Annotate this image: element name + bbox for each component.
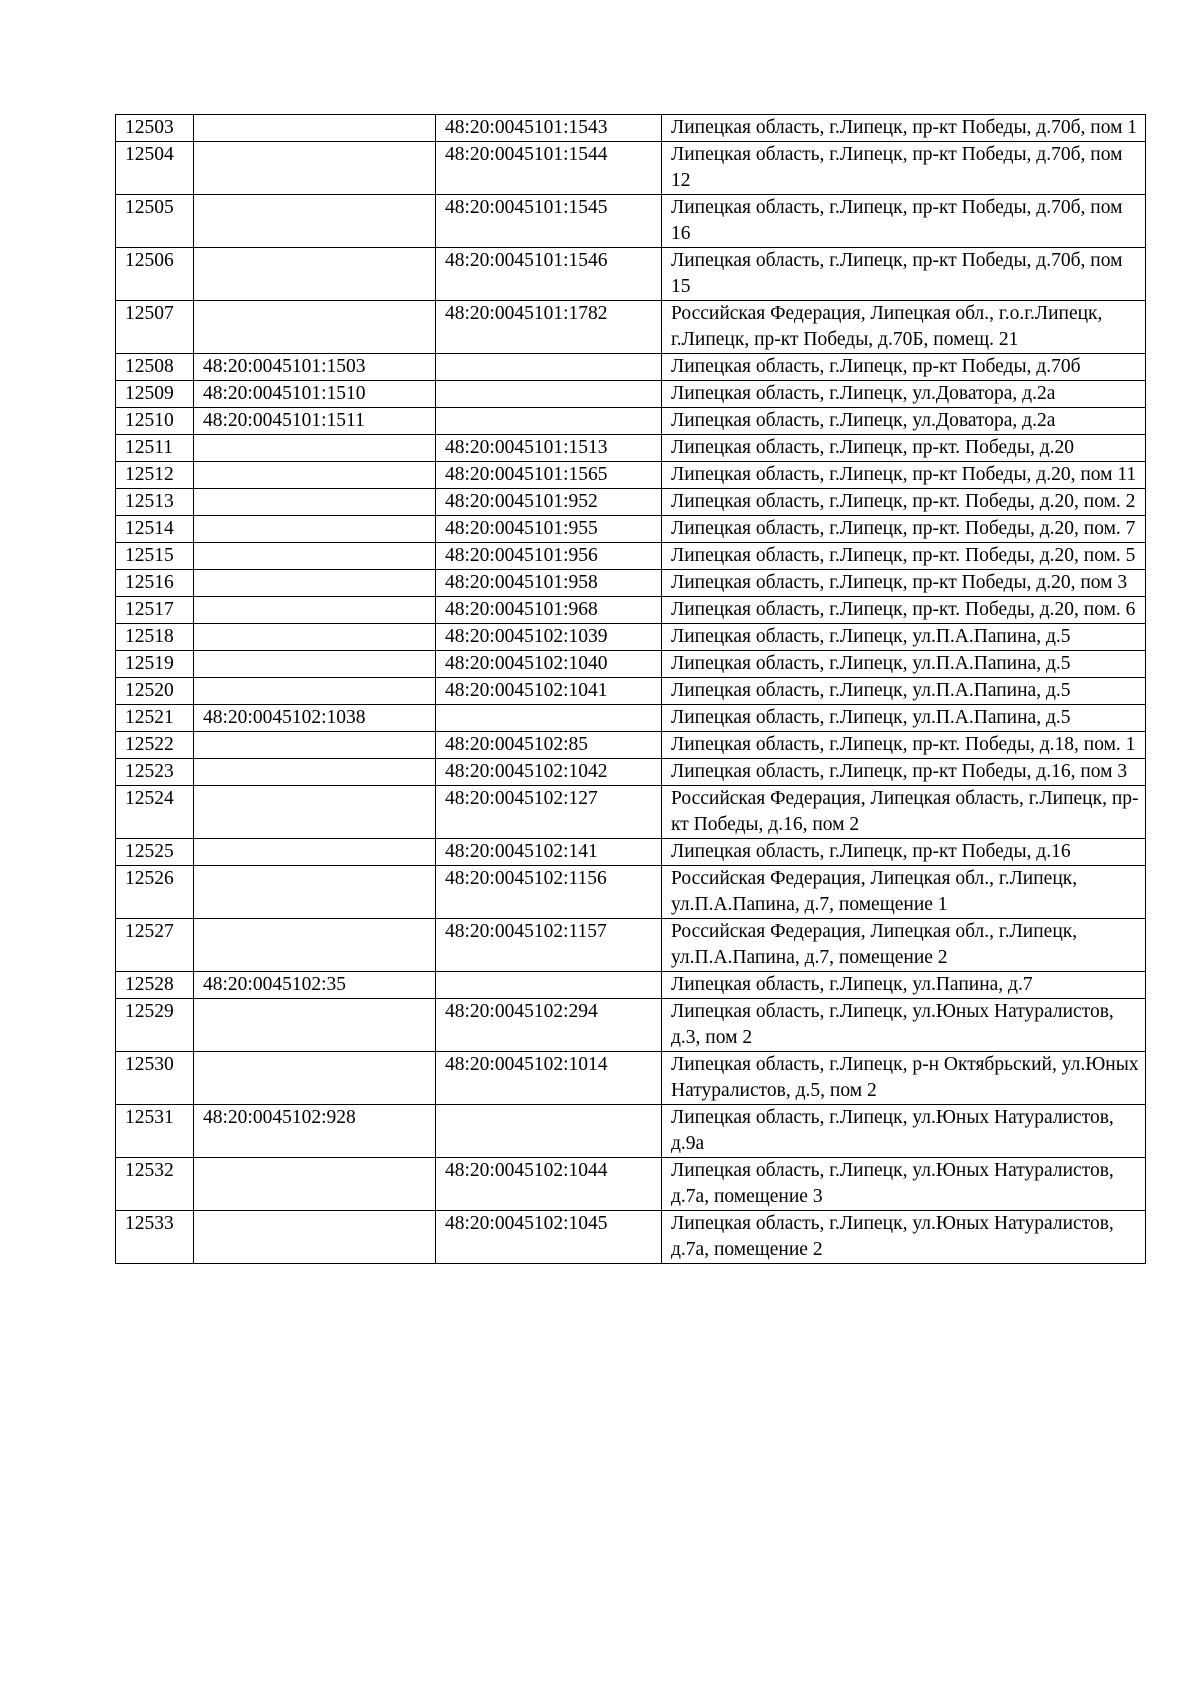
row-number-cell: 12527: [116, 919, 194, 972]
row-number-cell: 12510: [116, 408, 194, 435]
land-cadastral-number-cell: [194, 195, 436, 248]
object-cadastral-number-cell: [436, 705, 662, 732]
land-cadastral-number-cell: [194, 678, 436, 705]
object-cadastral-number-cell: 48:20:0045101:956: [436, 543, 662, 570]
address-cell: Липецкая область, г.Липецк, пр-кт Победы, д.70б, пом 16: [662, 195, 1146, 248]
address-cell: Российская Федерация, Липецкая обл., г.о.г.Липецк, г.Липецк, пр-кт Победы, д.70Б, помещ. 21: [662, 301, 1146, 354]
row-number-cell: 12520: [116, 678, 194, 705]
object-cadastral-number-cell: [436, 972, 662, 999]
table-row: [116, 462, 1146, 489]
land-cadastral-number-cell: [194, 732, 436, 759]
row-number-cell: 12516: [116, 570, 194, 597]
address-cell: Липецкая область, г.Липецк, пр-кт Победы, д.20, пом 11: [662, 462, 1146, 489]
row-number-cell: 12533: [116, 1211, 194, 1264]
object-cadastral-number-cell: 48:20:0045102:1041: [436, 678, 662, 705]
row-number-cell: 12525: [116, 839, 194, 866]
table-row: [116, 381, 1146, 408]
object-cadastral-number-cell: 48:20:0045102:1014: [436, 1052, 662, 1105]
object-cadastral-number-cell: 48:20:0045102:127: [436, 786, 662, 839]
address-cell: Липецкая область, г.Липецк, ул.П.А.Папина, д.5: [662, 651, 1146, 678]
land-cadastral-number-cell: [194, 651, 436, 678]
object-cadastral-number-cell: 48:20:0045101:955: [436, 516, 662, 543]
address-cell: Липецкая область, г.Липецк, р-н Октябрьский, ул.Юных Натуралистов, д.5, пом 2: [662, 1052, 1146, 1105]
address-cell: Липецкая область, г.Липецк, ул.Доватора, д.2а: [662, 408, 1146, 435]
object-cadastral-number-cell: 48:20:0045101:1782: [436, 301, 662, 354]
table-row: [116, 115, 1146, 142]
row-number-cell: 12522: [116, 732, 194, 759]
land-cadastral-number-cell: [194, 866, 436, 919]
row-number-cell: 12524: [116, 786, 194, 839]
address-cell: Липецкая область, г.Липецк, пр-кт Победы, д.70б, пом 12: [662, 142, 1146, 195]
object-cadastral-number-cell: [436, 381, 662, 408]
row-number-cell: 12531: [116, 1105, 194, 1158]
address-cell: Липецкая область, г.Липецк, ул.Юных Натуралистов, д.9а: [662, 1105, 1146, 1158]
table-row: [116, 919, 1146, 972]
address-cell: Липецкая область, г.Липецк, пр-кт. Победы, д.20, пом. 2: [662, 489, 1146, 516]
table-row: [116, 570, 1146, 597]
row-number-cell: 12515: [116, 543, 194, 570]
object-cadastral-number-cell: 48:20:0045102:1039: [436, 624, 662, 651]
object-cadastral-number-cell: 48:20:0045102:1042: [436, 759, 662, 786]
object-cadastral-number-cell: 48:20:0045101:1513: [436, 435, 662, 462]
land-cadastral-number-cell: [194, 543, 436, 570]
address-cell: Липецкая область, г.Липецк, пр-кт Победы, д.16, пом 3: [662, 759, 1146, 786]
table-row: [116, 516, 1146, 543]
row-number-cell: 12503: [116, 115, 194, 142]
table-row: [116, 408, 1146, 435]
address-cell: Российская Федерация, Липецкая область, г.Липецк, пр-кт Победы, д.16, пом 2: [662, 786, 1146, 839]
table-row: [116, 866, 1146, 919]
object-cadastral-number-cell: 48:20:0045102:294: [436, 999, 662, 1052]
object-cadastral-number-cell: 48:20:0045101:958: [436, 570, 662, 597]
address-cell: Липецкая область, г.Липецк, ул.П.А.Папина, д.5: [662, 624, 1146, 651]
table-row: [116, 354, 1146, 381]
object-cadastral-number-cell: 48:20:0045102:1044: [436, 1158, 662, 1211]
land-cadastral-number-cell: [194, 1052, 436, 1105]
land-cadastral-number-cell: [194, 435, 436, 462]
row-number-cell: 12509: [116, 381, 194, 408]
table-row: [116, 435, 1146, 462]
address-cell: Липецкая область, г.Липецк, пр-кт. Победы, д.18, пом. 1: [662, 732, 1146, 759]
address-cell: Липецкая область, г.Липецк, пр-кт. Победы, д.20: [662, 435, 1146, 462]
table-row: [116, 651, 1146, 678]
row-number-cell: 12532: [116, 1158, 194, 1211]
address-cell: Липецкая область, г.Липецк, пр-кт. Победы, д.20, пом. 5: [662, 543, 1146, 570]
row-number-cell: 12506: [116, 248, 194, 301]
land-cadastral-number-cell: 48:20:0045101:1510: [194, 381, 436, 408]
object-cadastral-number-cell: 48:20:0045101:968: [436, 597, 662, 624]
address-cell: Липецкая область, г.Липецк, ул.Юных Натуралистов, д.7а, помещение 3: [662, 1158, 1146, 1211]
land-cadastral-number-cell: [194, 248, 436, 301]
table-row: [116, 1105, 1146, 1158]
row-number-cell: 12530: [116, 1052, 194, 1105]
object-cadastral-number-cell: [436, 408, 662, 435]
land-cadastral-number-cell: [194, 999, 436, 1052]
land-cadastral-number-cell: 48:20:0045101:1511: [194, 408, 436, 435]
land-cadastral-number-cell: [194, 624, 436, 651]
object-cadastral-number-cell: 48:20:0045101:1544: [436, 142, 662, 195]
table-row: [116, 624, 1146, 651]
table-row: [116, 543, 1146, 570]
table-row: [116, 999, 1146, 1052]
land-cadastral-number-cell: [194, 301, 436, 354]
table-row: [116, 678, 1146, 705]
land-cadastral-number-cell: [194, 462, 436, 489]
row-number-cell: 12528: [116, 972, 194, 999]
address-cell: Липецкая область, г.Липецк, ул.П.А.Папина, д.5: [662, 678, 1146, 705]
address-cell: Российская Федерация, Липецкая обл., г.Липецк, ул.П.А.Папина, д.7, помещение 2: [662, 919, 1146, 972]
row-number-cell: 12504: [116, 142, 194, 195]
object-cadastral-number-cell: [436, 1105, 662, 1158]
object-cadastral-number-cell: 48:20:0045102:1045: [436, 1211, 662, 1264]
object-cadastral-number-cell: 48:20:0045102:141: [436, 839, 662, 866]
table-row: [116, 786, 1146, 839]
land-cadastral-number-cell: [194, 839, 436, 866]
land-cadastral-number-cell: 48:20:0045102:35: [194, 972, 436, 999]
registry-table: [115, 114, 1146, 1264]
land-cadastral-number-cell: [194, 489, 436, 516]
address-cell: Липецкая область, г.Липецк, пр-кт Победы, д.20, пом 3: [662, 570, 1146, 597]
object-cadastral-number-cell: 48:20:0045101:1546: [436, 248, 662, 301]
object-cadastral-number-cell: 48:20:0045102:1157: [436, 919, 662, 972]
row-number-cell: 12511: [116, 435, 194, 462]
land-cadastral-number-cell: [194, 919, 436, 972]
table-row: [116, 839, 1146, 866]
table-row: [116, 972, 1146, 999]
land-cadastral-number-cell: [194, 786, 436, 839]
object-cadastral-number-cell: 48:20:0045102:1156: [436, 866, 662, 919]
land-cadastral-number-cell: 48:20:0045102:928: [194, 1105, 436, 1158]
row-number-cell: 12512: [116, 462, 194, 489]
land-cadastral-number-cell: 48:20:0045101:1503: [194, 354, 436, 381]
table-row: [116, 301, 1146, 354]
land-cadastral-number-cell: 48:20:0045102:1038: [194, 705, 436, 732]
row-number-cell: 12517: [116, 597, 194, 624]
object-cadastral-number-cell: 48:20:0045101:1545: [436, 195, 662, 248]
land-cadastral-number-cell: [194, 115, 436, 142]
land-cadastral-number-cell: [194, 1211, 436, 1264]
land-cadastral-number-cell: [194, 570, 436, 597]
address-cell: Липецкая область, г.Липецк, ул.Доватора, д.2а: [662, 381, 1146, 408]
row-number-cell: 12519: [116, 651, 194, 678]
table-row: [116, 597, 1146, 624]
land-cadastral-number-cell: [194, 516, 436, 543]
object-cadastral-number-cell: 48:20:0045102:85: [436, 732, 662, 759]
land-cadastral-number-cell: [194, 597, 436, 624]
table-row: [116, 1158, 1146, 1211]
row-number-cell: 12507: [116, 301, 194, 354]
row-number-cell: 12518: [116, 624, 194, 651]
address-cell: Липецкая область, г.Липецк, пр-кт Победы, д.70б, пом 1: [662, 115, 1146, 142]
object-cadastral-number-cell: 48:20:0045102:1040: [436, 651, 662, 678]
address-cell: Липецкая область, г.Липецк, пр-кт. Победы, д.20, пом. 7: [662, 516, 1146, 543]
object-cadastral-number-cell: 48:20:0045101:952: [436, 489, 662, 516]
land-cadastral-number-cell: [194, 142, 436, 195]
row-number-cell: 12505: [116, 195, 194, 248]
table-row: [116, 705, 1146, 732]
registry-table-body: [116, 115, 1146, 1264]
table-row: [116, 489, 1146, 516]
object-cadastral-number-cell: [436, 354, 662, 381]
row-number-cell: 12513: [116, 489, 194, 516]
address-cell: Липецкая область, г.Липецк, ул.П.А.Папина, д.5: [662, 705, 1146, 732]
row-number-cell: 12529: [116, 999, 194, 1052]
address-cell: Липецкая область, г.Липецк, пр-кт. Победы, д.20, пом. 6: [662, 597, 1146, 624]
table-row: [116, 195, 1146, 248]
address-cell: Липецкая область, г.Липецк, ул.Папина, д.7: [662, 972, 1146, 999]
row-number-cell: 12523: [116, 759, 194, 786]
row-number-cell: 12514: [116, 516, 194, 543]
row-number-cell: 12521: [116, 705, 194, 732]
address-cell: Липецкая область, г.Липецк, ул.Юных Натуралистов, д.7а, помещение 2: [662, 1211, 1146, 1264]
land-cadastral-number-cell: [194, 759, 436, 786]
address-cell: Липецкая область, г.Липецк, ул.Юных Натуралистов, д.3, пом 2: [662, 999, 1146, 1052]
table-row: [116, 732, 1146, 759]
address-cell: Российская Федерация, Липецкая обл., г.Липецк, ул.П.А.Папина, д.7, помещение 1: [662, 866, 1146, 919]
object-cadastral-number-cell: 48:20:0045101:1543: [436, 115, 662, 142]
object-cadastral-number-cell: 48:20:0045101:1565: [436, 462, 662, 489]
row-number-cell: 12526: [116, 866, 194, 919]
address-cell: Липецкая область, г.Липецк, пр-кт Победы, д.70б, пом 15: [662, 248, 1146, 301]
row-number-cell: 12508: [116, 354, 194, 381]
table-row: [116, 248, 1146, 301]
land-cadastral-number-cell: [194, 1158, 436, 1211]
table-row: [116, 759, 1146, 786]
address-cell: Липецкая область, г.Липецк, пр-кт Победы, д.16: [662, 839, 1146, 866]
address-cell: Липецкая область, г.Липецк, пр-кт Победы, д.70б: [662, 354, 1146, 381]
table-row: [116, 1211, 1146, 1264]
table-row: [116, 142, 1146, 195]
table-row: [116, 1052, 1146, 1105]
